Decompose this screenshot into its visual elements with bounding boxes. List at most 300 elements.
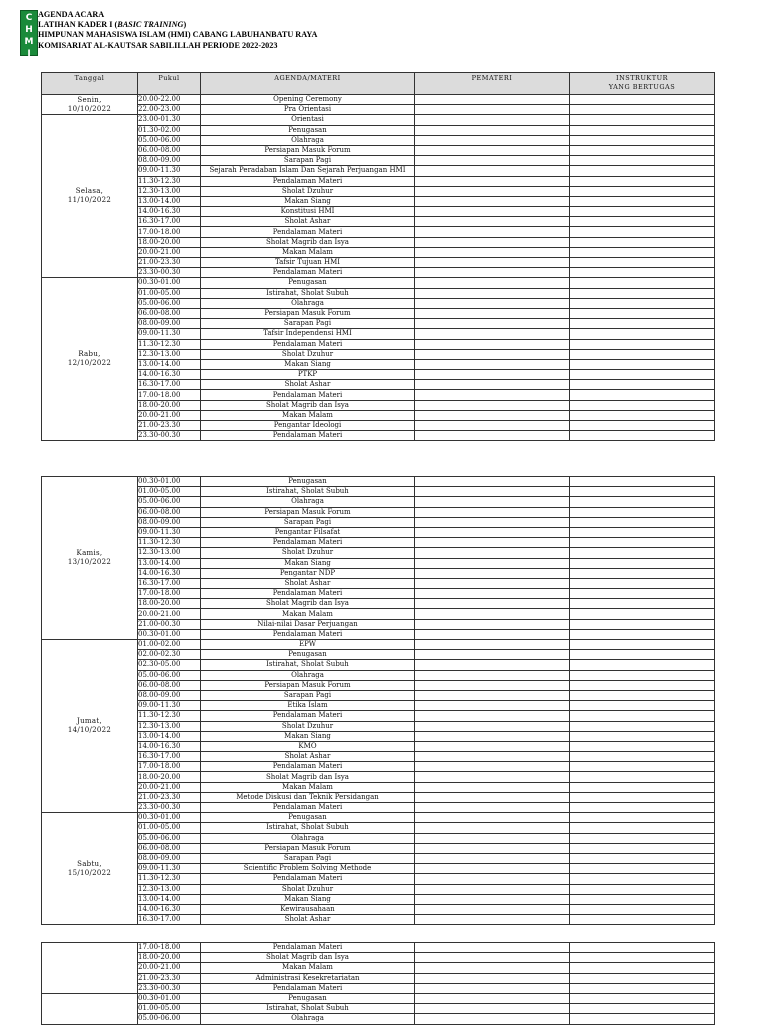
agenda-cell: Istirahat, Sholat Subuh — [201, 487, 415, 497]
time-cell: 23.30-00.30 — [138, 983, 201, 993]
pemateri-cell — [415, 650, 570, 660]
table-row — [42, 568, 715, 578]
agenda-cell: Makan Malam — [201, 609, 415, 619]
pemateri-cell — [415, 400, 570, 410]
instruktur-cell — [570, 329, 715, 339]
pemateri-cell — [415, 711, 570, 721]
time-cell: 06.00-08.00 — [138, 843, 201, 853]
instruktur-cell — [570, 752, 715, 762]
time-cell: 00.30-01.00 — [138, 993, 201, 1003]
instruktur-cell — [570, 487, 715, 497]
pemateri-cell — [415, 752, 570, 762]
pemateri-cell — [415, 517, 570, 527]
header-subtitle — [38, 20, 317, 30]
agenda-cell: Pengantar Filsafat — [201, 527, 415, 537]
agenda-cell: Sejarah Peradaban Islam Dan Sejarah Perjuangan HMI — [201, 166, 415, 176]
instruktur-cell — [570, 578, 715, 588]
agenda-cell: Olahraga — [201, 135, 415, 145]
instruktur-cell — [570, 731, 715, 741]
schedule-table-3 — [41, 942, 715, 1025]
table-row — [42, 711, 715, 721]
pemateri-cell — [415, 237, 570, 247]
table-row — [42, 115, 715, 125]
agenda-cell: Sholat Magrib dan Isya — [201, 772, 415, 782]
table-row — [42, 268, 715, 278]
subtitle-suffix: ) — [183, 20, 187, 30]
table-row — [42, 431, 715, 441]
table-row — [42, 349, 715, 359]
instruktur-cell — [570, 864, 715, 874]
instruktur-cell — [570, 298, 715, 308]
pemateri-cell — [415, 731, 570, 741]
table-row — [42, 731, 715, 741]
pemateri-cell — [415, 156, 570, 166]
pemateri-cell — [415, 115, 570, 125]
table-row — [42, 359, 715, 369]
time-cell: 23.30-00.30 — [138, 803, 201, 813]
instruktur-cell — [570, 973, 715, 983]
time-cell: 01.00-05.00 — [138, 487, 201, 497]
table-row — [42, 558, 715, 568]
instruktur-cell — [570, 278, 715, 288]
pemateri-cell — [415, 298, 570, 308]
time-cell: 01.00-05.00 — [138, 288, 201, 298]
agenda-cell: Makan Siang — [201, 731, 415, 741]
agenda-cell: Makan Siang — [201, 196, 415, 206]
instruktur-cell — [570, 650, 715, 660]
pemateri-cell — [415, 1004, 570, 1014]
pemateri-cell — [415, 329, 570, 339]
time-cell: 12.30-13.00 — [138, 884, 201, 894]
instruktur-cell — [570, 538, 715, 548]
agenda-cell: Pendalaman Materi — [201, 589, 415, 599]
agenda-cell: Makan Siang — [201, 359, 415, 369]
hmi-logo — [20, 10, 38, 59]
time-cell: 09.00-11.30 — [138, 701, 201, 711]
agenda-cell: Persiapan Masuk Forum — [201, 507, 415, 517]
instruktur-cell — [570, 782, 715, 792]
time-cell: 21.00-23.30 — [138, 973, 201, 983]
time-cell: 17.00-18.00 — [138, 762, 201, 772]
header-organization: HIMPUNAN MAHASISWA ISLAM (HMI) CABANG LABUHANBATU RAYA — [38, 30, 318, 40]
time-cell: 05.00-06.00 — [138, 670, 201, 680]
table-row — [42, 578, 715, 588]
subtitle-italic: BASIC TRAINING — [117, 20, 184, 30]
schedule-table-1 — [41, 72, 715, 441]
time-cell: 17.00-18.00 — [138, 227, 201, 237]
instruktur-cell — [570, 268, 715, 278]
time-cell: 21.00-23.30 — [138, 258, 201, 268]
instruktur-cell — [570, 390, 715, 400]
table-row — [42, 983, 715, 993]
agenda-cell: Nilai-nilai Dasar Perjuangan — [201, 619, 415, 629]
instruktur-cell — [570, 823, 715, 833]
agenda-cell: Scientific Problem Solving Methode — [201, 864, 415, 874]
table-row — [42, 813, 715, 823]
instruktur-cell — [570, 410, 715, 420]
pemateri-cell — [415, 258, 570, 268]
table-row — [42, 721, 715, 731]
time-cell: 11.30-12.30 — [138, 339, 201, 349]
instruktur-cell — [570, 853, 715, 863]
instruktur-cell — [570, 217, 715, 227]
day-cell: Sabtu, 15/10/2022 — [42, 813, 138, 925]
table-row — [42, 853, 715, 863]
pemateri-cell — [415, 497, 570, 507]
agenda-cell: Pendalaman Materi — [201, 629, 415, 639]
agenda-cell: Istirahat, Sholat Subuh — [201, 660, 415, 670]
time-cell: 16.30-17.00 — [138, 915, 201, 925]
table-row — [42, 772, 715, 782]
time-cell: 06.00-08.00 — [138, 308, 201, 318]
table-row — [42, 105, 715, 115]
pemateri-cell — [415, 874, 570, 884]
instruktur-cell — [570, 227, 715, 237]
instruktur-cell — [570, 792, 715, 802]
day-cell — [42, 993, 138, 1024]
table-row — [42, 380, 715, 390]
agenda-cell: Pendalaman Materi — [201, 711, 415, 721]
instruktur-cell — [570, 813, 715, 823]
table-row — [42, 319, 715, 329]
table-row — [42, 973, 715, 983]
table-row — [42, 762, 715, 772]
time-cell: 20.00-22.00 — [138, 95, 201, 105]
time-cell: 05.00-06.00 — [138, 135, 201, 145]
agenda-cell: Pendalaman Materi — [201, 874, 415, 884]
agenda-cell: Pendalaman Materi — [201, 431, 415, 441]
table-row — [42, 145, 715, 155]
table-row — [42, 186, 715, 196]
time-cell: 13.00-14.00 — [138, 359, 201, 369]
agenda-cell: Sholat Magrib dan Isya — [201, 400, 415, 410]
agenda-cell: Olahraga — [201, 1014, 415, 1024]
pemateri-cell — [415, 983, 570, 993]
header-title: AGENDA ACARA — [38, 10, 105, 19]
instruktur-cell — [570, 943, 715, 953]
table-row — [42, 963, 715, 973]
pemateri-cell — [415, 176, 570, 186]
pemateri-cell — [415, 993, 570, 1003]
agenda-cell: Sholat Ashar — [201, 915, 415, 925]
agenda-cell: Etika Islam — [201, 701, 415, 711]
time-cell: 08.00-09.00 — [138, 517, 201, 527]
agenda-cell: Makan Siang — [201, 558, 415, 568]
pemateri-cell — [415, 217, 570, 227]
agenda-cell: Makan Malam — [201, 247, 415, 257]
pemateri-cell — [415, 963, 570, 973]
time-cell: 12.30-13.00 — [138, 548, 201, 558]
agenda-cell: Tafsir Tujuan HMI — [201, 258, 415, 268]
table-row — [42, 156, 715, 166]
instruktur-cell — [570, 370, 715, 380]
time-cell: 18.00-20.00 — [138, 772, 201, 782]
pemateri-cell — [415, 578, 570, 588]
time-cell: 02.30-05.00 — [138, 660, 201, 670]
agenda-cell: Penugasan — [201, 278, 415, 288]
agenda-cell: Sarapan Pagi — [201, 319, 415, 329]
agenda-cell: Persiapan Masuk Forum — [201, 145, 415, 155]
document-header — [20, 8, 620, 59]
agenda-cell: Persiapan Masuk Forum — [201, 843, 415, 853]
agenda-cell: Sholat Magrib dan Isya — [201, 599, 415, 609]
agenda-cell: Penugasan — [201, 813, 415, 823]
time-cell: 14.00-16.30 — [138, 568, 201, 578]
table-row — [42, 217, 715, 227]
instruktur-cell — [570, 517, 715, 527]
time-cell: 01.00-05.00 — [138, 823, 201, 833]
time-cell: 13.00-14.00 — [138, 894, 201, 904]
table-row — [42, 477, 715, 487]
instruktur-cell — [570, 894, 715, 904]
table-row — [42, 548, 715, 558]
pemateri-cell — [415, 741, 570, 751]
schedule-table-2 — [41, 476, 715, 925]
time-cell: 08.00-09.00 — [138, 690, 201, 700]
agenda-cell: Sholat Dzuhur — [201, 721, 415, 731]
pemateri-cell — [415, 619, 570, 629]
table-row — [42, 527, 715, 537]
time-cell: 11.30-12.30 — [138, 711, 201, 721]
time-cell: 09.00-11.30 — [138, 166, 201, 176]
agenda-cell: Makan Malam — [201, 963, 415, 973]
agenda-cell: Sholat Dzuhur — [201, 884, 415, 894]
table-row — [42, 207, 715, 217]
time-cell: 00.30-01.00 — [138, 813, 201, 823]
table-row — [42, 288, 715, 298]
pemateri-cell — [415, 670, 570, 680]
header-row — [42, 73, 715, 95]
table-row — [42, 690, 715, 700]
instruktur-cell — [570, 156, 715, 166]
table-row — [42, 487, 715, 497]
instruktur-cell — [570, 145, 715, 155]
time-cell: 17.00-18.00 — [138, 589, 201, 599]
table-row — [42, 517, 715, 527]
table-row — [42, 752, 715, 762]
agenda-cell: Olahraga — [201, 670, 415, 680]
instruktur-cell — [570, 843, 715, 853]
logo-letter: M — [24, 37, 34, 47]
instruktur-cell — [570, 237, 715, 247]
pemateri-cell — [415, 640, 570, 650]
time-cell: 21.00-23.30 — [138, 421, 201, 431]
agenda-cell: Makan Malam — [201, 782, 415, 792]
pemateri-cell — [415, 823, 570, 833]
agenda-cell: Sholat Magrib dan Isya — [201, 237, 415, 247]
instruktur-cell — [570, 196, 715, 206]
instruktur-cell — [570, 1014, 715, 1024]
instruktur-cell — [570, 166, 715, 176]
agenda-cell: Istirahat, Sholat Subuh — [201, 1004, 415, 1014]
instruktur-cell — [570, 497, 715, 507]
table-row — [42, 993, 715, 1003]
agenda-cell: Sholat Ashar — [201, 578, 415, 588]
time-cell: 11.30-12.30 — [138, 538, 201, 548]
pemateri-cell — [415, 721, 570, 731]
pemateri-cell — [415, 421, 570, 431]
table-row — [42, 792, 715, 802]
pemateri-cell — [415, 95, 570, 105]
table-row — [42, 410, 715, 420]
instruktur-cell — [570, 176, 715, 186]
pemateri-cell — [415, 268, 570, 278]
agenda-cell: Istirahat, Sholat Subuh — [201, 823, 415, 833]
agenda-cell: Olahraga — [201, 497, 415, 507]
instruktur-cell — [570, 741, 715, 751]
time-cell: 05.00-06.00 — [138, 298, 201, 308]
col-header-tanggal: Tanggal — [42, 73, 138, 95]
instruktur-cell — [570, 558, 715, 568]
pemateri-cell — [415, 690, 570, 700]
day-cell — [42, 943, 138, 994]
agenda-cell: Pengantar Ideologi — [201, 421, 415, 431]
instruktur-cell — [570, 680, 715, 690]
instruktur-cell — [570, 772, 715, 782]
time-cell: 20.00-21.00 — [138, 963, 201, 973]
table-row — [42, 609, 715, 619]
time-cell: 16.30-17.00 — [138, 752, 201, 762]
pemateri-cell — [415, 853, 570, 863]
pemateri-cell — [415, 527, 570, 537]
table-row — [42, 258, 715, 268]
table-row — [42, 741, 715, 751]
time-cell: 18.00-20.00 — [138, 599, 201, 609]
header-text — [38, 10, 317, 51]
pemateri-cell — [415, 410, 570, 420]
table-row — [42, 915, 715, 925]
table-row — [42, 833, 715, 843]
instruktur-cell — [570, 115, 715, 125]
pemateri-cell — [415, 843, 570, 853]
table-row — [42, 247, 715, 257]
agenda-cell: Kewirausahaan — [201, 904, 415, 914]
instruktur-cell — [570, 258, 715, 268]
pemateri-cell — [415, 319, 570, 329]
table-row — [42, 237, 715, 247]
pemateri-cell — [415, 772, 570, 782]
agenda-cell: Sholat Ashar — [201, 380, 415, 390]
table-row — [42, 370, 715, 380]
instruktur-cell — [570, 993, 715, 1003]
instruktur-cell — [570, 660, 715, 670]
time-cell: 17.00-18.00 — [138, 943, 201, 953]
time-cell: 22.00-23.00 — [138, 105, 201, 115]
instruktur-cell — [570, 833, 715, 843]
header-commissariat: KOMISARIAT AL-KAUTSAR SABILILLAH PERIODE 2022-2023 — [38, 40, 278, 50]
pemateri-cell — [415, 145, 570, 155]
instruktur-cell — [570, 247, 715, 257]
agenda-cell: Pendalaman Materi — [201, 762, 415, 772]
time-cell: 08.00-09.00 — [138, 853, 201, 863]
agenda-cell: Orientasi — [201, 115, 415, 125]
instruktur-cell — [570, 690, 715, 700]
time-cell: 16.30-17.00 — [138, 380, 201, 390]
table-row — [42, 308, 715, 318]
table-row — [42, 1014, 715, 1024]
instruktur-cell — [570, 762, 715, 772]
pemateri-cell — [415, 629, 570, 639]
agenda-cell: Sarapan Pagi — [201, 690, 415, 700]
table-row — [42, 904, 715, 914]
time-cell: 01.00-02.00 — [138, 640, 201, 650]
pemateri-cell — [415, 884, 570, 894]
agenda-cell: Olahraga — [201, 298, 415, 308]
pemateri-cell — [415, 105, 570, 115]
pemateri-cell — [415, 349, 570, 359]
time-cell: 01.30-02.00 — [138, 125, 201, 135]
time-cell: 18.00-20.00 — [138, 400, 201, 410]
instruktur-cell — [570, 629, 715, 639]
time-cell: 06.00-08.00 — [138, 145, 201, 155]
agenda-cell: Pengantar NDP — [201, 568, 415, 578]
pemateri-cell — [415, 477, 570, 487]
logo-letter: I — [27, 49, 31, 59]
agenda-cell: Istirahat, Sholat Subuh — [201, 288, 415, 298]
table-row — [42, 640, 715, 650]
agenda-cell: Sholat Magrib dan Isya — [201, 953, 415, 963]
time-cell: 00.30-01.00 — [138, 477, 201, 487]
time-cell: 14.00-16.30 — [138, 904, 201, 914]
table-row — [42, 400, 715, 410]
agenda-cell: Metode Diskusi dan Teknik Persidangan — [201, 792, 415, 802]
pemateri-cell — [415, 227, 570, 237]
instruktur-cell — [570, 349, 715, 359]
pemateri-cell — [415, 589, 570, 599]
time-cell: 20.00-21.00 — [138, 782, 201, 792]
instruktur-cell — [570, 983, 715, 993]
instruktur-cell — [570, 701, 715, 711]
table-row — [42, 803, 715, 813]
instruktur-cell — [570, 963, 715, 973]
col-header-pemateri: PEMATERI — [415, 73, 570, 95]
table-row — [42, 894, 715, 904]
day-cell: Senin, 10/10/2022 — [42, 95, 138, 115]
time-cell: 09.00-11.30 — [138, 527, 201, 537]
table-row — [42, 589, 715, 599]
agenda-cell: Sarapan Pagi — [201, 853, 415, 863]
instruktur-cell — [570, 548, 715, 558]
pemateri-cell — [415, 166, 570, 176]
agenda-cell: Pendalaman Materi — [201, 943, 415, 953]
pemateri-cell — [415, 833, 570, 843]
agenda-cell: Sholat Dzuhur — [201, 548, 415, 558]
agenda-cell: Konstitusi HMI — [201, 207, 415, 217]
col-header-agenda: AGENDA/MATERI — [201, 73, 415, 95]
agenda-cell: Pendalaman Materi — [201, 803, 415, 813]
instruktur-cell — [570, 803, 715, 813]
table-row — [42, 650, 715, 660]
table-row — [42, 1004, 715, 1014]
table-row — [42, 329, 715, 339]
instruktur-cell — [570, 670, 715, 680]
table-row — [42, 507, 715, 517]
table-row — [42, 874, 715, 884]
instruktur-cell — [570, 721, 715, 731]
table-row — [42, 701, 715, 711]
time-cell: 08.00-09.00 — [138, 319, 201, 329]
pemateri-cell — [415, 487, 570, 497]
instruktur-cell — [570, 1004, 715, 1014]
time-cell: 11.30-12.30 — [138, 176, 201, 186]
time-cell: 09.00-11.30 — [138, 329, 201, 339]
logo-letter: C — [25, 13, 33, 23]
time-cell: 14.00-16.30 — [138, 207, 201, 217]
agenda-cell: Penugasan — [201, 650, 415, 660]
instruktur-cell — [570, 319, 715, 329]
pemateri-cell — [415, 973, 570, 983]
pemateri-cell — [415, 196, 570, 206]
